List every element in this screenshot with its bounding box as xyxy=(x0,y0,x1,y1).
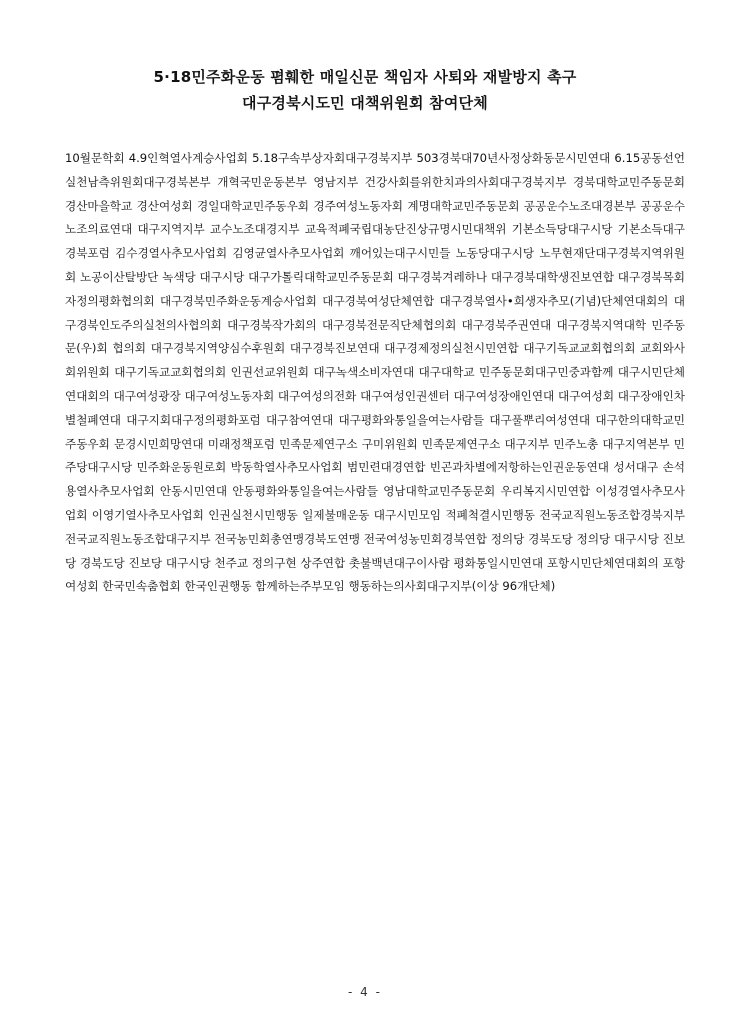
participating-organizations-list: 10월문학회 4.9인혁열사계승사업회 5.18구속부상자회대구경북지부 503경북대70년사정상화동문시민연대 6.15공동선언실천남측위원회대구경북본부 개혁국민운동본부 영남지부 건강사회를위한치과의사회대구경북지부 경북대학교민주동문회 경산마을학교 경산여성회 경일대학교민주동우회 경주여성노동자회 계명대학교민주동문회 공공운수노조대경본부 공공운수노조의료연대 대구지역지부 교수노조대경지부 교육적폐국립대농단진상규명시민대책위 기본소득당대구시당 기본소득대구경북포럼 김수경열사추모사업회 김영균열사추모사업회 깨어있는대구시민들 노동당대구시당 노무현재단대구경북지역위원회 노공이산탈방단 녹색당 대구시당 대구가톨릭대학교민주동문회 대구경북겨레하나 대구경북대학생진보연합 대구경북목회자정의평화협의회 대구경북민주화운동계승사업회 대구경북여성단체연합 대구경북열사•희생자추모(기념)단체연대회의 대구경북인도주의실천의사협의회 대구경북작가회의 대구경북전문직단체협의회 대구경북주권연대 대구경북지역대학 민주동문(우)회 협의회 대구경북지역양심수후원회 대구경북진보연대 대구경제정의실천시민연합 대구기독교교회협의회 교회와사회위원회 대구기독교교회협의회 인권선교위원회 대구녹색소비자연대 대구대학교 민주동문회대구민중과함께 대구시민단체연대회의 대구여성광장 대구여성노동자회 대구여성의전화 대구여성인권센터 대구여성장애인연대 대구여성회 대구장애인차별철폐연대 대구지회대구정의평화포럼 대구참여연대 대구평화와통일을여는사람들 대구풀뿌리여성연대 대구한의대학교민주동우회 문경시민희망연대 미래정책포럼 민족문제연구소 구미위원회 민족문제연구소 대구지부 민주노총 대구지역본부 민주당대구시당 민주화운동원로회 박동학열사추모사업회 범민련대경연합 빈곤과차별에저항하는인권운동연대 성서대구 손석용열사추모사업회 안동시민연대 안동평화와통일을여는사람들 영남대학교민주동문회 우리복지시민연합 이성경열사추모사업회 이영기열사추모사업회 인권실천시민행동 일제불매운동 대구시민모임 적폐척결시민행동 전국교직원노동조합경북지부 전국교직원노동조합대구지부 전국농민회총연맹경북도연맹 전국여성농민회경북연합 정의당 경북도당 정의당 대구시당 진보당 경북도당 진보당 대구시당 천주교 정의구현 상주연합 촛불백년대구이사람 평화통일시민연대 포항시민단체연대회의 포항여성회 한국민속춤협회 한국인권행동 함께하는주부모임 행동하는의사회대구지부(이상 96개단체) xyxy=(65,151,685,594)
page-number: - 4 - xyxy=(348,985,382,999)
document-title-line-2: 대구경북시도민 대책위원회 참여단체 xyxy=(242,94,488,112)
document-title-line-1: 5·18민주화운동 폄훼한 매일신문 책임자 사퇴와 재발방지 촉구 xyxy=(153,68,577,86)
